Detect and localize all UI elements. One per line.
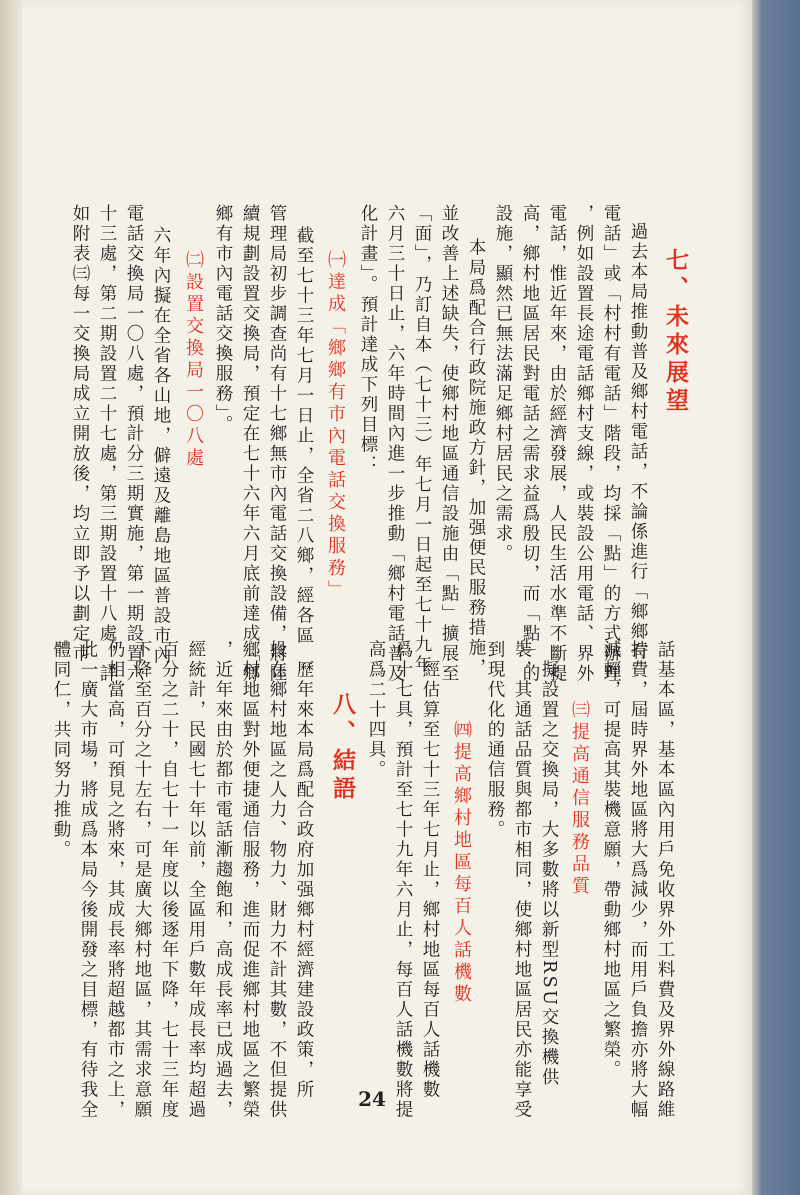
section-heading-conclusion: 八、結語 — [329, 692, 356, 804]
text-column: 截至七十三年七月一日止，全省二八鄉，經各區 — [294, 226, 314, 646]
text-column: 到現代化的通信服務。 — [485, 640, 505, 840]
text-column: 下降至百分之十左右，可是廣大鄉村地區，其需求意願 — [132, 640, 152, 1120]
text-column: ，例如設置長途電話鄉村支線，或裝設公用電話、界外 — [574, 204, 594, 684]
text-column: 電話」或「村村有電話」階段，均採「點」的方式辦理 — [601, 204, 621, 684]
section-heading-future: 七、未來展望 — [662, 248, 689, 416]
text-column: 擬設置之交換局，大多數將以新型RSU交換機供 — [539, 660, 559, 1088]
text-column: 經統計，民國七十年以前，全區用戶數年成長率均超過 — [186, 640, 206, 1120]
text-column: 「面」，乃訂自本（七十三）年七月一日起至七十九年 — [412, 204, 432, 676]
text-column: 此一廣大市場，將成爲本局今後開發之目標，有待我全 — [78, 640, 98, 1120]
subheading-1: ㈠達成「鄉鄉有市內電話交換服務」 — [325, 250, 346, 602]
text-column: 百分之二十，自七十一年度以後逐年下降，七十三年度 — [159, 640, 179, 1120]
text-column: 話基本區，基本區內用戶免收界外工料費及界外線路維 — [655, 640, 675, 1120]
text-column: 十三處，第二期設置二十七處，第三期設置十八處，詳 — [97, 204, 117, 684]
text-column: 電話，惟近年來，由於經濟發展，人民生活水準不斷提 — [547, 204, 567, 684]
text-column: 六年內擬在全省各山地，僻遠及離島地區普設市內 — [151, 226, 171, 666]
text-column: 歷年來本局爲配合政府加强鄉村經濟建設政策，所 — [294, 660, 314, 1100]
page-gutter — [0, 0, 22, 1195]
text-column: 本局爲配合行政院施政方針，加强便民服務措施， — [466, 238, 486, 678]
subheading-3: ㈢提高通信服務品質 — [569, 700, 590, 898]
text-column: 持費，屆時界外地區將大爲減少，而用戶負擔亦將大幅 — [628, 640, 648, 1120]
text-column: 投在鄉村地區之人力、物力、財力不計其數，不但提供 — [267, 640, 287, 1120]
text-column: 鄉村地區對外便捷通信服務，進而促進鄉村地區之繁榮 — [240, 640, 260, 1120]
text-column: 高爲二十四具。 — [366, 640, 386, 780]
text-column: 過去本局推動普及鄉村電話，不論係進行「鄉鄉有 — [628, 222, 648, 662]
subheading-4: ㈣提高鄉村地區每百人話機數 — [451, 720, 472, 1006]
text-column: 化計畫」。預計達成下列目標： — [358, 204, 378, 476]
text-column: ，近年來由於都市電話漸趨飽和，高成長率已成過去， — [213, 640, 233, 1120]
text-column: 裝，其通話品質與都市相同，使鄉村地區居民亦能享受 — [512, 640, 532, 1120]
text-column: 續規劃設置交換局，預定在七十六年六月底前達成「鄉 — [240, 204, 260, 684]
text-column: 減輕，可提高其裝機意願，帶動鄉村地區之繁榮。 — [601, 640, 621, 1080]
text-column: 鄉有市內電話交換服務」。 — [213, 204, 233, 436]
subheading-2: ㈡設置交換局一〇八處 — [183, 250, 204, 470]
text-column: 如附表㈢每一交換局成立開放後，均立即予以劃定市 — [70, 204, 90, 664]
text-column: 並改善上述缺失，使鄉村地區通信設施由「點」擴展至 — [439, 204, 459, 684]
text-column: 體同仁，共同努力推動。 — [51, 640, 71, 860]
text-column: 經估算至七十三年七月止，鄉村地區每百人話機數 — [420, 660, 440, 1100]
text-column: 高，鄉村地區居民對電話之需求益爲殷切，而「點」的 — [520, 204, 540, 684]
page-number: 24 — [358, 1087, 386, 1111]
text-column: 爲十七具，預計至七十九年六月止，每百人話機數將提 — [393, 640, 413, 1120]
text-column: 仍相當高，可預見之將來，其成長率將超越都市之上， — [105, 640, 125, 1120]
text-column: 六月三十日止，六年時間內進一步推動「鄉村電話普及 — [385, 204, 405, 684]
text-column: 電話交換局一〇八處，預計分三期實施，第一期設置六 — [124, 204, 144, 684]
text-column: 設施，顯然已無法滿足鄉村居民之需求。 — [493, 204, 513, 564]
text-column: 管理局初步調查尚有十七鄉無市內電話交換設備，將陸 — [267, 204, 287, 684]
